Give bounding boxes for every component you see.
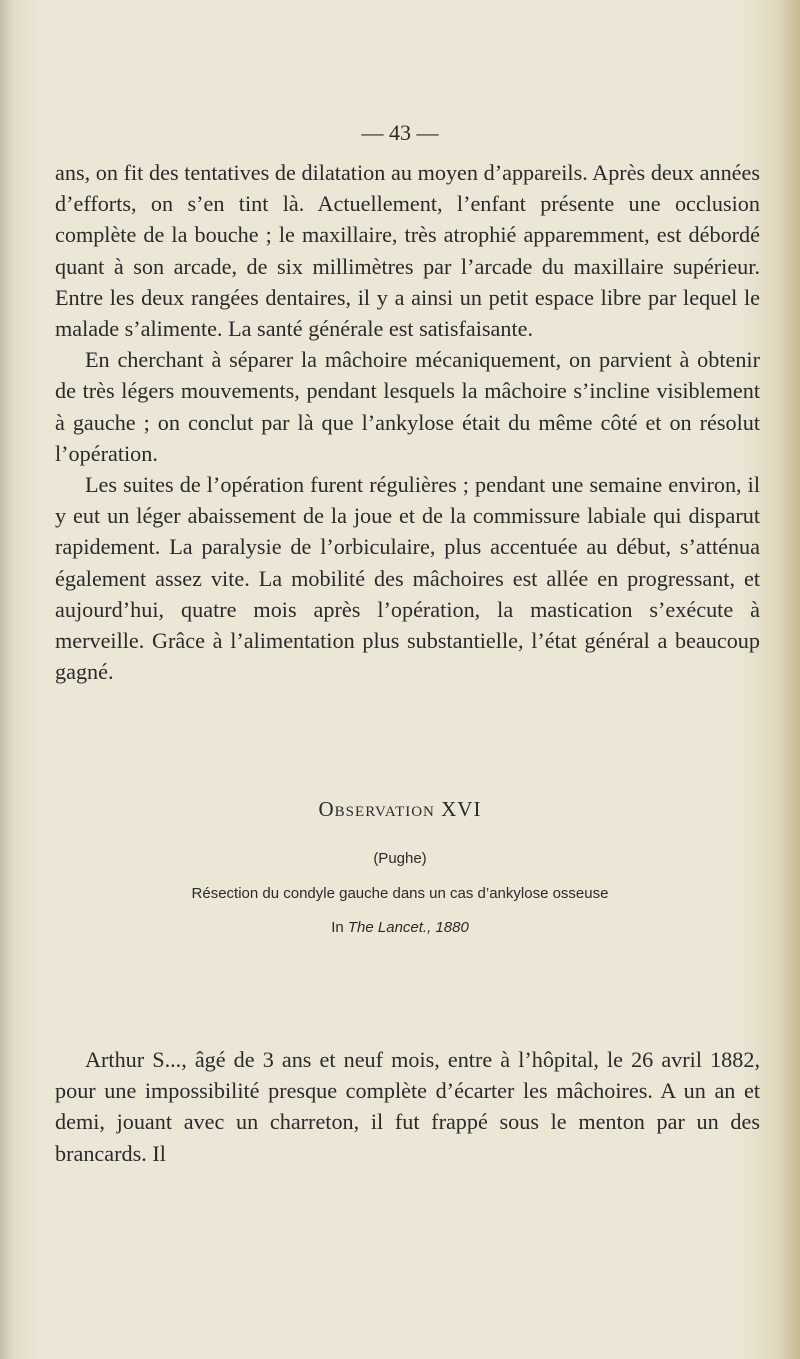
source-prefix: In [331,919,348,936]
observation-author: (Pughe) [373,850,427,867]
observation-title: Observation XVI [318,797,482,821]
body-text-top [55,157,760,687]
paragraph: Arthur S..., âgé de 3 ans et neuf mois, entre à l’hôpital, le 26 avril 1882, pour une impossibilité presque complète d’écarter les mâchoires. A un an et demi, jouant avec un charreton, il fut frappé sous le menton par un des brancards. Il [55,1047,760,1166]
source-journal: The Lancet., 1880 [347,919,469,936]
body-text-bottom [55,1044,760,1169]
paragraph: Les suites de l’opération furent régulières ; pendant une semaine environ, il y eut un léger abaissement de la joue et de la commissure labiale qui disparut rapidement. La paralysie de l’orbiculaire, plus accentuée au début, s’atténua également assez vite. La mobilité des mâchoires est allée en progressant, et aujourd’hui, quatre mois après l’opération, la mastication s’exécute à merveille. Grâce à l’alimentation plus substantielle, l’état général a beaucoup gagné. [55,472,760,685]
observation-subtitle: Résection du condyle gauche dans un cas d’ankylose osseuse [191,885,609,902]
paragraph: En cherchant à séparer la mâchoire mécaniquement, on parvient à obtenir de très légers mouvements, pendant lesquels la mâchoire s’incline visiblement à gauche ; on conclut par là que l’ankylose était du même côté et on résolut l’opération. [55,347,760,466]
paragraph-continuation: ans, on fit des tentatives de dilatation au moyen d’appareils. Après deux années d’efforts, on s’en tint là. Actuellement, l’enfant présente une occlusion complète de la bouche ; le maxillaire, très atrophié apparemment, est débordé quant à son arcade, de six millimètres par l’arcade du maxillaire supérieur. Entre les deux rangées dentaires, il y a ainsi un petit espace libre par lequel le malade s’alimente. La santé générale est satisfaisante. [55,160,760,342]
page-number: — 43 — [361,120,439,145]
observation-source [0,919,800,936]
